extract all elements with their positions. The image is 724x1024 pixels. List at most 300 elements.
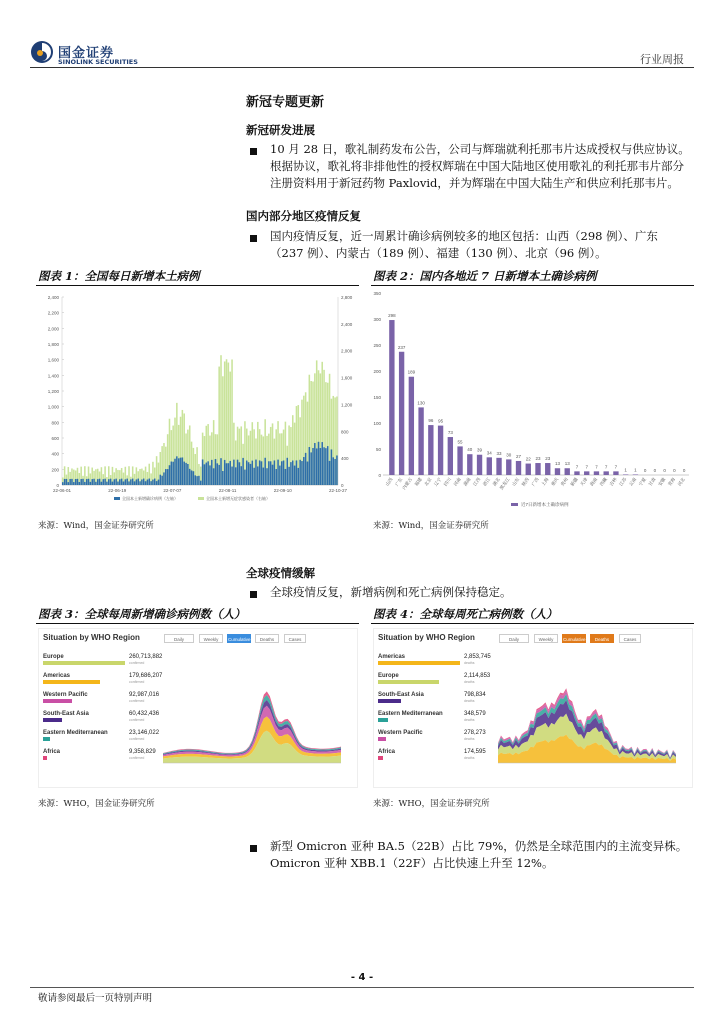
data-label: 0 [643,468,647,473]
logo-chinese-name: 国金证券 [58,46,115,61]
x-tick: 22-08-11 [218,488,237,493]
y-tick-left: 1,400 [47,373,59,379]
confirmed-bar [156,481,158,485]
who-region-row [378,654,493,670]
confirmed-bar [299,460,301,485]
province-bar [418,407,423,475]
confirmed-bar [312,448,314,485]
who-toggle-pill[interactable]: Daily [499,634,529,643]
confirmed-bar [178,458,180,485]
x-tick: 安徽 [657,476,667,487]
region-sublabel: confirmed [129,680,145,684]
region-sublabel: confirmed [129,737,145,741]
legend-label: 近7日新增本土确诊病例 [521,502,569,507]
confirmed-bar [331,449,333,485]
y-tick-left: 2,000 [47,326,59,332]
region-sublabel: confirmed [129,699,145,703]
bullet-icon [250,235,257,242]
confirmed-bar [204,464,206,485]
data-label: 0 [663,468,666,473]
province-bar [457,446,462,475]
who-toggle-pill[interactable]: Weekly [534,634,558,643]
who-toggle-pill[interactable]: Cumulative [227,634,251,643]
confirmed-bar [220,458,222,485]
confirmed-bar [268,461,270,485]
asymptomatic-bar [231,359,233,485]
y-tick: 300 [373,317,381,322]
confirmed-bar [310,452,312,485]
fig1-caption-rule [36,285,359,286]
data-label: 23 [535,456,541,462]
data-label: 23 [545,456,551,462]
confirmed-bar [336,455,338,485]
variant-paragraph: 新型 Omicron 亚种 BA.5（22B）占比 79%，仍然是全球范围内的主流变异株。Omicron 亚种 XBB.1（22F）占比快速上升至 12%。 [270,839,688,870]
confirmed-bar [217,463,219,485]
x-tick: 山东 [511,476,521,487]
who-region-row [378,692,493,708]
confirmed-bar [71,479,73,485]
y-tick-left: 800 [51,420,59,426]
confirmed-bar [231,467,233,485]
y-tick-left: 2,200 [47,310,59,316]
region-value: 278,273 [464,730,486,736]
confirmed-bar [185,463,187,485]
confirmed-bar [246,461,248,485]
rnd-paragraph: 10 月 28 日，歌礼制药发布公告，公司与辉瑞就利托那韦片达成授权与供应协议。根据协议，歌礼将非排他性的授权辉瑞在中国大陆地区使用歌礼的利托那韦片部分注册资料用于新冠药物 Paxlovid，并为辉瑞在中国大陆生产和供应利托那韦片。 [270,142,690,190]
data-label: 1 [634,467,637,473]
legend-swatch-confirmed [114,497,120,500]
y-tick-right: 2,800 [341,295,353,300]
data-label: 40 [467,447,473,453]
x-tick: 广西 [530,476,540,487]
confirmed-bar [163,472,165,485]
confirmed-bar [64,479,66,485]
y-tick-right: 1,600 [341,375,353,381]
data-label: 7 [614,464,618,470]
confirmed-bar [279,466,281,485]
fig2-caption: 图表 2：国内各地近 7 日新增本土确诊病例 [373,269,597,283]
x-tick: 新疆 [569,476,579,487]
y-tick: 50 [375,447,381,452]
x-tick: 22-06-19 [108,488,127,493]
province-bar [428,425,433,475]
confirmed-bar [126,479,128,485]
confirmed-bar [91,479,93,485]
data-label: 298 [388,313,396,319]
confirmed-bar [329,461,331,485]
x-tick: 重庆 [550,476,560,487]
province-bar [613,471,618,475]
confirmed-bar [128,481,130,485]
disclaimer-note: 敬请参阅最后一页特别声明 [38,993,153,1004]
page-number: - 4 - [350,972,374,983]
confirmed-bar [125,479,127,485]
who-region-row [378,749,493,765]
confirmed-bar [283,460,285,485]
who-region-row [378,673,493,689]
confirmed-bar [226,463,228,485]
fig4-who-panel [373,628,693,788]
confirmed-bar [281,461,283,485]
data-label: 73 [447,430,453,436]
confirmed-bar [93,479,95,485]
confirmed-bar [110,479,112,485]
confirmed-bar [250,464,252,485]
confirmed-bar [88,479,90,485]
confirmed-bar [136,479,138,485]
confirmed-bar [169,465,171,485]
confirmed-bar [176,456,178,485]
confirmed-bar [165,469,167,485]
province-bar [584,471,589,475]
data-label: 7 [604,464,608,470]
region-bar [43,661,125,665]
region-bar [43,680,100,684]
confirmed-bar [264,458,266,485]
confirmed-bar [252,461,254,485]
who-toggle-pill[interactable]: Deaths [590,634,614,643]
asymptomatic-bar [222,376,224,485]
y-tick-right: 0 [341,483,344,488]
data-label: 237 [397,344,406,350]
confirmed-bar [255,460,257,485]
province-bar [467,454,472,475]
confirmed-bar [211,460,213,485]
confirmed-bar [106,482,108,485]
asymptomatic-bar [156,456,158,485]
region-value: 174,595 [464,749,486,755]
y-tick-right: 800 [341,429,349,435]
who-region-row [43,673,163,689]
data-label: 22 [525,456,531,462]
x-tick: 陕西 [520,476,531,487]
confirmed-bar [235,467,237,485]
who-toggle-pill[interactable]: Daily [164,634,194,643]
confirmed-bar [137,479,139,485]
confirmed-bar [327,446,329,485]
confirmed-bar [286,458,288,485]
confirmed-bar [90,482,92,485]
region-value: 92,987,016 [129,692,160,698]
region-name: Africa [378,749,396,755]
confirmed-bar [332,457,334,485]
confirmed-bar [266,468,268,485]
region-value: 9,358,829 [129,749,156,755]
confirmed-bar [285,469,287,485]
confirmed-bar [191,470,193,485]
legend-label-asymptomatic: 全国本土新增无症状感染者（右轴） [206,496,270,501]
who-region-row [43,711,158,727]
y-tick-left: 400 [51,451,59,457]
region-value: 348,579 [464,711,486,717]
region-sublabel: confirmed [129,718,145,722]
y-tick: 100 [373,421,381,426]
confirmed-bar [272,465,274,485]
y-tick: 350 [373,291,381,296]
x-tick: 河北 [676,476,686,487]
region-name: South-East Asia [378,692,424,698]
confirmed-bar [274,460,276,485]
confirmed-bar [215,459,217,485]
data-label: 1 [624,467,627,473]
x-tick: 22-10-27 [328,488,348,493]
region-bar [378,680,439,684]
region-sublabel: deaths [464,680,475,684]
y-tick-left: 1,600 [47,357,59,363]
confirmed-bar [119,479,121,485]
confirmed-bar [261,461,263,485]
confirmed-bar [224,460,226,485]
confirmed-bar [248,462,250,485]
x-tick: 辽宁 [433,476,443,487]
region-bar [378,699,401,703]
region-value: 23,146,022 [129,730,160,736]
confirmed-bar [198,476,200,485]
region-name: Western Pacific [378,730,423,736]
confirmed-bar [233,460,235,485]
confirmed-bar [161,476,163,485]
confirmed-bar [132,479,134,485]
data-label: 0 [673,468,676,473]
region-name: Europe [43,654,64,660]
region-value: 179,686,207 [129,673,163,679]
region-value: 2,114,853 [464,673,491,679]
x-tick: 浙江 [481,476,492,487]
y-tick-left: 0 [56,483,59,488]
who-region-row [43,654,163,670]
data-label: 189 [407,369,416,375]
region-name: Americas [43,673,71,679]
header-divider [30,67,694,68]
y-tick: 150 [373,395,381,400]
data-label: 30 [506,452,512,458]
region-sublabel: confirmed [129,756,145,760]
who-toggle-pill[interactable]: Weekly [199,634,223,643]
province-bar [526,464,531,475]
confirmed-bar [123,481,125,485]
fig1-source: 来源：Wind，国金证券研究所 [38,521,154,531]
region-value: 798,834 [464,692,486,698]
confirmed-bar [86,479,88,485]
confirmed-bar [277,460,279,485]
confirmed-bar [172,462,174,485]
sinolink-logo-icon [30,40,54,64]
region-bar [378,737,386,741]
data-label: 130 [417,400,425,406]
fig4-caption: 图表 4：全球每周死亡病例数（人） [373,607,558,621]
confirmed-bar [307,462,309,485]
legend-swatch [511,503,518,506]
x-tick: 湖北 [491,476,501,487]
region-name: South-East Asia [43,711,89,717]
who-region-row [378,730,493,746]
y-tick-right: 400 [341,456,349,462]
confirmed-bar [187,464,189,485]
y-tick-left: 600 [51,436,59,441]
confirmed-bar [305,453,307,485]
confirmed-bar [325,448,327,485]
confirmed-bar [228,463,230,485]
confirmed-bar [121,479,123,485]
confirmed-bar [193,471,195,485]
region-bar [43,718,62,722]
confirmed-bar [180,458,182,485]
confirmed-bar [275,469,277,485]
x-tick: 四川 [442,476,453,487]
confirmed-bar [73,482,75,485]
y-tick-left: 1,200 [47,389,59,394]
x-tick: 河南 [452,476,462,487]
confirmed-bar [143,479,145,485]
region-bar [378,756,383,760]
x-tick: 上海 [540,476,550,487]
confirmed-bar [237,460,239,485]
province-bar [594,471,599,475]
data-label: 7 [595,464,598,470]
confirmed-bar [259,460,261,485]
fig3-caption-rule [36,623,359,624]
who-region-row [43,692,158,708]
who-toggle-pill[interactable]: Cumulative [562,634,586,643]
confirmed-bar [182,457,184,485]
confirmed-bar [257,466,259,485]
who-toggle-pill[interactable]: Deaths [255,634,279,643]
fig2-chart [371,289,694,511]
province-bar [633,474,638,475]
confirmed-bar [270,461,272,485]
who-region-row [378,711,493,727]
y-tick: 200 [373,369,381,374]
x-tick: 吉林 [608,476,618,487]
data-label: 7 [585,464,588,470]
confirmed-bar [75,479,77,485]
data-label: 95 [438,418,444,424]
confirmed-bar [148,479,150,485]
region-sublabel: deaths [464,737,475,741]
x-tick: 甘肃 [647,476,657,487]
confirmed-bar [296,460,298,485]
confirmed-bar [290,462,292,485]
who-panel-title: Situation by WHO Region [378,633,475,642]
province-bar [535,463,540,475]
province-bar [409,377,414,475]
province-bar [389,320,394,475]
y-tick-left: 1,000 [47,404,59,410]
confirmed-bar [134,481,136,485]
bullet-icon [250,148,257,155]
confirmed-bar [101,482,103,485]
data-label: 34 [486,450,492,456]
global-paragraph: 全球疫情反复，新增病例和死亡病例保持稳定。 [270,585,512,599]
confirmed-bar [263,468,265,485]
who-toggle-pill[interactable]: Cases [284,634,306,643]
confirmed-bar [209,465,211,485]
region-value: 260,713,882 [129,654,163,660]
province-bar [516,461,521,475]
y-tick-right: 1,200 [341,402,353,408]
region-sublabel: deaths [464,699,475,703]
confirmed-bar [320,448,322,485]
confirmed-bar [77,479,79,485]
confirmed-bar [66,479,68,485]
confirmed-bar [323,447,325,485]
data-label: 96 [428,418,434,424]
confirmed-bar [183,462,185,485]
domestic-title: 国内部分地区疫情反复 [246,209,361,223]
province-bar [604,471,609,475]
x-tick: 西藏 [598,476,609,487]
confirmed-bar [152,480,154,485]
data-label: 55 [457,439,463,445]
confirmed-bar [139,481,141,485]
bullet-icon [250,591,257,598]
confirmed-bar [294,466,296,485]
confirmed-bar [171,462,173,485]
confirmed-bar [314,443,316,485]
who-area-chart [161,653,353,783]
data-label: 7 [575,464,579,470]
confirmed-bar [117,482,119,485]
x-tick: 云南 [627,476,638,487]
x-tick: 天津 [579,476,589,487]
confirmed-bar [167,469,169,485]
confirmed-bar [240,466,242,485]
confirmed-bar [80,479,82,485]
region-name: Americas [378,654,406,660]
confirmed-bar [68,482,70,485]
y-tick-left: 1,800 [47,342,59,347]
region-bar [43,737,50,741]
confirmed-bar [130,479,132,485]
data-label: 13 [564,461,570,467]
data-label: 0 [682,468,686,473]
x-tick: 黑龙江 [498,476,511,491]
confirmed-bar [288,467,290,485]
y-tick-left: 200 [51,467,59,473]
province-bar [438,426,443,475]
bullet-icon [250,845,257,852]
y-tick: 0 [378,473,381,478]
confirmed-bar [206,463,208,485]
domestic-paragraph: 国内疫情反复，近一周累计确诊病例较多的地区包括：山西（298 例）、广东（237 例）、内蒙古（189 例）、福建（130 例）、北京（96 例）。 [270,229,658,260]
x-tick: 江西 [472,476,482,487]
fig3-source: 来源：WHO，国金证券研究所 [38,799,155,809]
region-name: Africa [43,749,61,755]
x-tick: 贵州 [559,476,570,487]
confirmed-bar [253,468,255,485]
report-type-label: 行业周报 [640,53,684,66]
region-name: Western Pacific [43,692,88,698]
confirmed-bar [202,459,204,485]
confirmed-bar [318,442,320,485]
who-toggle-pill[interactable]: Cases [619,634,641,643]
x-tick: 内蒙古 [401,476,414,491]
global-title: 全球疫情缓解 [246,566,315,580]
fig4-caption-rule [371,623,694,624]
fig3-caption: 图表 3：全球每周新增确诊病例数（人） [38,607,246,621]
legend-label-confirmed: 全国本土新增确诊病例（左轴） [122,496,178,501]
fig3-who-panel [38,628,358,788]
confirmed-bar [174,459,176,485]
fig4-source: 来源：WHO，国金证券研究所 [373,799,490,809]
fig2-caption-rule [371,285,694,286]
region-sublabel: deaths [464,756,475,760]
confirmed-bar [194,475,196,485]
region-bar [43,699,72,703]
region-bar [378,718,388,722]
region-bar [43,756,47,760]
province-bar [477,455,482,475]
